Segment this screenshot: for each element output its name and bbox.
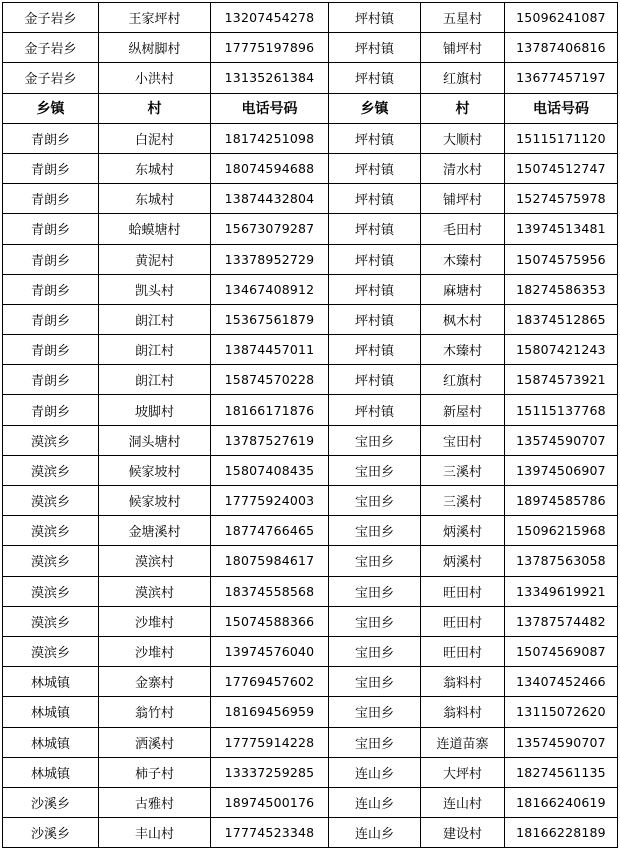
cell-phone: 13378952729 bbox=[211, 244, 329, 274]
cell-phone: 18166171876 bbox=[211, 395, 329, 425]
cell-township: 坪村镇 bbox=[329, 365, 421, 395]
cell-village: 坡脚村 bbox=[99, 395, 211, 425]
cell-village: 黄泥村 bbox=[99, 244, 211, 274]
cell-village: 炳溪村 bbox=[421, 546, 505, 576]
cell-phone: 13349619921 bbox=[505, 576, 618, 606]
cell-township: 坪村镇 bbox=[329, 304, 421, 334]
cell-township: 坪村镇 bbox=[329, 153, 421, 183]
cell-village: 三溪村 bbox=[421, 486, 505, 516]
cell-phone: 13974506907 bbox=[505, 455, 618, 485]
header-cell-village: 村 bbox=[99, 93, 211, 123]
cell-phone: 18274561135 bbox=[505, 757, 618, 787]
cell-village: 沙堆村 bbox=[99, 636, 211, 666]
cell-township: 金子岩乡 bbox=[3, 63, 99, 93]
cell-village: 东城村 bbox=[99, 153, 211, 183]
cell-township: 林城镇 bbox=[3, 757, 99, 787]
cell-township: 漠滨乡 bbox=[3, 636, 99, 666]
cell-phone: 13874457011 bbox=[211, 335, 329, 365]
cell-village: 候家坡村 bbox=[99, 486, 211, 516]
cell-village: 候家坡村 bbox=[99, 455, 211, 485]
cell-township: 坪村镇 bbox=[329, 274, 421, 304]
cell-village: 新屋村 bbox=[421, 395, 505, 425]
table-row bbox=[3, 667, 618, 697]
cell-phone: 13574590707 bbox=[505, 727, 618, 757]
cell-township: 沙溪乡 bbox=[3, 787, 99, 817]
cell-phone: 18374512865 bbox=[505, 304, 618, 334]
cell-village: 古雅村 bbox=[99, 787, 211, 817]
cell-township: 宝田乡 bbox=[329, 636, 421, 666]
cell-phone: 17769457602 bbox=[211, 667, 329, 697]
table-row bbox=[3, 486, 618, 516]
table-row bbox=[3, 727, 618, 757]
cell-phone: 15115171120 bbox=[505, 123, 618, 153]
cell-township: 林城镇 bbox=[3, 667, 99, 697]
cell-phone: 15074512747 bbox=[505, 153, 618, 183]
cell-township: 漠滨乡 bbox=[3, 576, 99, 606]
cell-phone: 15074569087 bbox=[505, 636, 618, 666]
cell-township: 林城镇 bbox=[3, 697, 99, 727]
cell-phone: 17774523348 bbox=[211, 818, 329, 848]
cell-phone: 18974500176 bbox=[211, 787, 329, 817]
cell-village: 白泥村 bbox=[99, 123, 211, 153]
cell-township: 金子岩乡 bbox=[3, 3, 99, 33]
cell-village: 麻塘村 bbox=[421, 274, 505, 304]
cell-phone: 13974513481 bbox=[505, 214, 618, 244]
cell-phone: 13787527619 bbox=[211, 425, 329, 455]
table-row bbox=[3, 697, 618, 727]
cell-township: 宝田乡 bbox=[329, 486, 421, 516]
cell-township: 宝田乡 bbox=[329, 667, 421, 697]
cell-phone: 17775914228 bbox=[211, 727, 329, 757]
table-row bbox=[3, 184, 618, 214]
cell-village: 金寨村 bbox=[99, 667, 211, 697]
cell-phone: 13337259285 bbox=[211, 757, 329, 787]
cell-village: 大坪村 bbox=[421, 757, 505, 787]
cell-township: 宝田乡 bbox=[329, 697, 421, 727]
cell-village: 三溪村 bbox=[421, 455, 505, 485]
table-row bbox=[3, 244, 618, 274]
cell-village: 铺坪村 bbox=[421, 33, 505, 63]
cell-phone: 15673079287 bbox=[211, 214, 329, 244]
cell-township: 青朗乡 bbox=[3, 365, 99, 395]
cell-village: 清水村 bbox=[421, 153, 505, 183]
cell-township: 宝田乡 bbox=[329, 516, 421, 546]
cell-phone: 15096241087 bbox=[505, 3, 618, 33]
cell-phone: 13574590707 bbox=[505, 425, 618, 455]
cell-phone: 18074594688 bbox=[211, 153, 329, 183]
header-cell-township: 乡镇 bbox=[3, 93, 99, 123]
cell-township: 青朗乡 bbox=[3, 244, 99, 274]
cell-township: 漠滨乡 bbox=[3, 486, 99, 516]
cell-township: 坪村镇 bbox=[329, 33, 421, 63]
cell-phone: 15874570228 bbox=[211, 365, 329, 395]
table-header-row bbox=[3, 93, 618, 123]
cell-township: 青朗乡 bbox=[3, 184, 99, 214]
cell-village: 翁料村 bbox=[421, 697, 505, 727]
cell-village: 蛤蟆塘村 bbox=[99, 214, 211, 244]
table-row bbox=[3, 123, 618, 153]
cell-village: 洒溪村 bbox=[99, 727, 211, 757]
cell-phone: 15367561879 bbox=[211, 304, 329, 334]
cell-township: 宝田乡 bbox=[329, 606, 421, 636]
table-body bbox=[3, 3, 618, 848]
table-row bbox=[3, 546, 618, 576]
table-row bbox=[3, 153, 618, 183]
cell-village: 朗江村 bbox=[99, 365, 211, 395]
table-row bbox=[3, 455, 618, 485]
cell-township: 连山乡 bbox=[329, 818, 421, 848]
cell-phone: 18274586353 bbox=[505, 274, 618, 304]
cell-township: 坪村镇 bbox=[329, 123, 421, 153]
table-row bbox=[3, 274, 618, 304]
table-row bbox=[3, 818, 618, 848]
cell-phone: 13974576040 bbox=[211, 636, 329, 666]
cell-village: 漠滨村 bbox=[99, 546, 211, 576]
cell-village: 炳溪村 bbox=[421, 516, 505, 546]
cell-township: 连山乡 bbox=[329, 787, 421, 817]
cell-township: 宝田乡 bbox=[329, 425, 421, 455]
cell-township: 坪村镇 bbox=[329, 244, 421, 274]
table-row bbox=[3, 787, 618, 817]
cell-village: 沙堆村 bbox=[99, 606, 211, 636]
cell-township: 坪村镇 bbox=[329, 214, 421, 244]
cell-township: 漠滨乡 bbox=[3, 546, 99, 576]
cell-township: 宝田乡 bbox=[329, 546, 421, 576]
cell-phone: 13787563058 bbox=[505, 546, 618, 576]
cell-village: 王家坪村 bbox=[99, 3, 211, 33]
cell-township: 漠滨乡 bbox=[3, 425, 99, 455]
cell-village: 木臻村 bbox=[421, 335, 505, 365]
cell-township: 青朗乡 bbox=[3, 214, 99, 244]
cell-village: 东城村 bbox=[99, 184, 211, 214]
cell-phone: 18169456959 bbox=[211, 697, 329, 727]
cell-township: 坪村镇 bbox=[329, 63, 421, 93]
cell-village: 旺田村 bbox=[421, 606, 505, 636]
cell-township: 青朗乡 bbox=[3, 395, 99, 425]
cell-phone: 18075984617 bbox=[211, 546, 329, 576]
cell-phone: 13115072620 bbox=[505, 697, 618, 727]
cell-township: 漠滨乡 bbox=[3, 606, 99, 636]
cell-phone: 13787406816 bbox=[505, 33, 618, 63]
header-cell-township: 乡镇 bbox=[329, 93, 421, 123]
cell-village: 小洪村 bbox=[99, 63, 211, 93]
header-cell-phone: 电话号码 bbox=[505, 93, 618, 123]
cell-phone: 13407452466 bbox=[505, 667, 618, 697]
cell-village: 连道苗寨 bbox=[421, 727, 505, 757]
table-row bbox=[3, 395, 618, 425]
cell-village: 毛田村 bbox=[421, 214, 505, 244]
cell-township: 青朗乡 bbox=[3, 153, 99, 183]
cell-village: 红旗村 bbox=[421, 63, 505, 93]
cell-township: 青朗乡 bbox=[3, 304, 99, 334]
table-row bbox=[3, 606, 618, 636]
cell-township: 漠滨乡 bbox=[3, 516, 99, 546]
cell-township: 坪村镇 bbox=[329, 395, 421, 425]
cell-township: 林城镇 bbox=[3, 727, 99, 757]
cell-village: 大顺村 bbox=[421, 123, 505, 153]
cell-village: 建设村 bbox=[421, 818, 505, 848]
cell-phone: 13677457197 bbox=[505, 63, 618, 93]
cell-township: 沙溪乡 bbox=[3, 818, 99, 848]
cell-village: 纵树脚村 bbox=[99, 33, 211, 63]
cell-township: 青朗乡 bbox=[3, 123, 99, 153]
table-row bbox=[3, 304, 618, 334]
cell-township: 坪村镇 bbox=[329, 3, 421, 33]
cell-village: 宝田村 bbox=[421, 425, 505, 455]
cell-township: 金子岩乡 bbox=[3, 33, 99, 63]
header-cell-phone: 电话号码 bbox=[211, 93, 329, 123]
cell-phone: 17775197896 bbox=[211, 33, 329, 63]
cell-phone: 18774766465 bbox=[211, 516, 329, 546]
cell-phone: 15115137768 bbox=[505, 395, 618, 425]
cell-village: 翁竹村 bbox=[99, 697, 211, 727]
table-row bbox=[3, 636, 618, 666]
table-row bbox=[3, 63, 618, 93]
cell-village: 枫木村 bbox=[421, 304, 505, 334]
cell-phone: 17775924003 bbox=[211, 486, 329, 516]
table-row bbox=[3, 516, 618, 546]
table-row bbox=[3, 757, 618, 787]
cell-township: 宝田乡 bbox=[329, 576, 421, 606]
cell-phone: 13787574482 bbox=[505, 606, 618, 636]
cell-phone: 15074575956 bbox=[505, 244, 618, 274]
table-row bbox=[3, 365, 618, 395]
cell-village: 洞头塘村 bbox=[99, 425, 211, 455]
cell-village: 铺坪村 bbox=[421, 184, 505, 214]
cell-phone: 15807421243 bbox=[505, 335, 618, 365]
cell-village: 凯头村 bbox=[99, 274, 211, 304]
cell-phone: 18374558568 bbox=[211, 576, 329, 606]
table-row bbox=[3, 576, 618, 606]
cell-phone: 13207454278 bbox=[211, 3, 329, 33]
cell-village: 金塘溪村 bbox=[99, 516, 211, 546]
cell-phone: 18166240619 bbox=[505, 787, 618, 817]
cell-village: 翁料村 bbox=[421, 667, 505, 697]
cell-township: 坪村镇 bbox=[329, 184, 421, 214]
cell-township: 宝田乡 bbox=[329, 455, 421, 485]
cell-township: 青朗乡 bbox=[3, 274, 99, 304]
cell-township: 青朗乡 bbox=[3, 335, 99, 365]
cell-village: 旺田村 bbox=[421, 576, 505, 606]
table-row bbox=[3, 3, 618, 33]
cell-phone: 13135261384 bbox=[211, 63, 329, 93]
cell-phone: 15274575978 bbox=[505, 184, 618, 214]
cell-village: 漠滨村 bbox=[99, 576, 211, 606]
header-cell-village: 村 bbox=[421, 93, 505, 123]
cell-village: 朗江村 bbox=[99, 304, 211, 334]
cell-township: 坪村镇 bbox=[329, 335, 421, 365]
cell-phone: 15096215968 bbox=[505, 516, 618, 546]
cell-phone: 15074588366 bbox=[211, 606, 329, 636]
cell-phone: 18974585786 bbox=[505, 486, 618, 516]
table-row bbox=[3, 425, 618, 455]
cell-phone: 18166228189 bbox=[505, 818, 618, 848]
cell-phone: 18174251098 bbox=[211, 123, 329, 153]
cell-village: 朗江村 bbox=[99, 335, 211, 365]
cell-township: 宝田乡 bbox=[329, 727, 421, 757]
cell-village: 连山村 bbox=[421, 787, 505, 817]
cell-village: 木臻村 bbox=[421, 244, 505, 274]
cell-phone: 15807408435 bbox=[211, 455, 329, 485]
cell-village: 旺田村 bbox=[421, 636, 505, 666]
table-row bbox=[3, 335, 618, 365]
cell-village: 红旗村 bbox=[421, 365, 505, 395]
contact-table bbox=[2, 2, 618, 848]
table-row bbox=[3, 33, 618, 63]
cell-township: 连山乡 bbox=[329, 757, 421, 787]
cell-phone: 13467408912 bbox=[211, 274, 329, 304]
cell-village: 五星村 bbox=[421, 3, 505, 33]
cell-phone: 15874573921 bbox=[505, 365, 618, 395]
cell-village: 柿子村 bbox=[99, 757, 211, 787]
cell-phone: 13874432804 bbox=[211, 184, 329, 214]
cell-township: 漠滨乡 bbox=[3, 455, 99, 485]
cell-village: 丰山村 bbox=[99, 818, 211, 848]
table-row bbox=[3, 214, 618, 244]
